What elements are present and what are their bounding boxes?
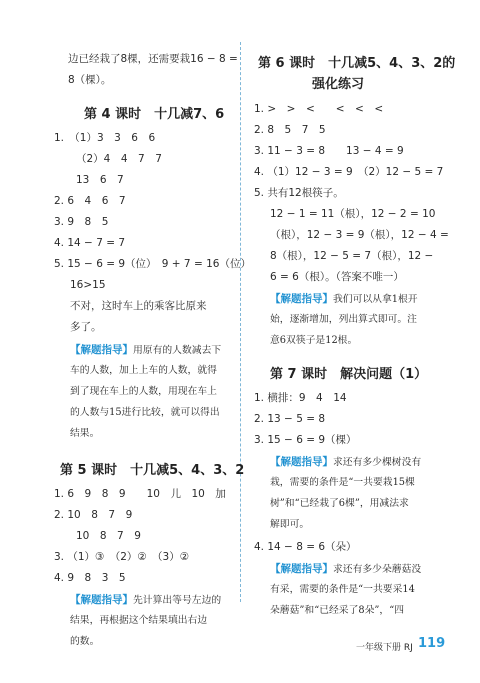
lesson6-item-5-line-4: 6 = 6（根）。（答案不唯一） bbox=[270, 271, 404, 283]
tip-tag: 【解题指导】 bbox=[270, 293, 333, 305]
lesson5-item-2: 2. 10 8 7 9 bbox=[54, 509, 133, 521]
tip-text: 用原有的人数减去下 bbox=[133, 345, 222, 356]
lesson4-item-4: 4. 14 − 7 = 7 bbox=[54, 237, 126, 249]
tip-text: 求还有多少棵树没有 bbox=[333, 457, 422, 468]
lesson7-item-4: 4. 14 − 8 = 6（朵） bbox=[254, 541, 357, 553]
lesson6-heading-line-2: 强化练习 bbox=[312, 77, 365, 92]
lesson5-item-4: 4. 9 8 3 5 bbox=[54, 572, 126, 584]
tip-text: 求还有多少朵蘑菇没 bbox=[333, 564, 422, 575]
lesson4-item-1a: 1. （1）3 3 6 6 bbox=[54, 132, 156, 144]
tip-text: 先计算出等号左边的 bbox=[133, 595, 222, 606]
lesson5-item-1: 1. 6 9 8 9 10 儿 10 加 bbox=[54, 488, 226, 500]
lesson6-item-5-line-1: 12 − 1 = 11（根），12 − 2 = 10 bbox=[270, 208, 436, 220]
tip-tag: 【解题指导】 bbox=[270, 563, 333, 575]
lesson4-item-2: 2. 6 4 6 7 bbox=[54, 195, 126, 207]
lesson4-item-1c: 13 6 7 bbox=[76, 174, 124, 186]
lesson5-tip-line-2: 结果，再根据这个结果填出右边 bbox=[70, 615, 208, 626]
lesson4-item-5-compare: 16>15 bbox=[70, 279, 106, 291]
column-divider bbox=[240, 42, 241, 602]
lesson6-item-5-line-3: 8（根），12 − 5 = 7（根），12 − bbox=[270, 250, 434, 262]
lesson4-item-3: 3. 9 8 5 bbox=[54, 216, 109, 228]
lesson7-tip-line-3: 树”和“已经栽了6棵”，用减法求 bbox=[270, 498, 409, 509]
lesson7-tip-line-4: 解即可。 bbox=[270, 519, 310, 530]
lesson7-item-3: 3. 15 − 6 = 9（棵） bbox=[254, 434, 357, 446]
lesson4-item-5-answer-cont: 多了。 bbox=[70, 321, 102, 333]
lesson6-item-5-line-2: （根），12 − 3 = 9（根），12 − 4 = bbox=[270, 229, 449, 241]
tip-tag: 【解题指导】 bbox=[70, 344, 133, 356]
lesson6-item-2: 2. 8 5 7 5 bbox=[254, 124, 326, 136]
lesson4-tip-line-3: 到了现在车上的人数，用现在车上 bbox=[70, 386, 217, 397]
lesson7-tip-line-2: 栽，需要的条件是“一共要栽15棵 bbox=[270, 477, 415, 488]
lesson7-item-2: 2. 13 − 5 = 8 bbox=[254, 413, 326, 425]
lesson4-tip-line-2: 车的人数，加上上车的人数，就得 bbox=[70, 365, 217, 376]
tip-tag: 【解题指导】 bbox=[70, 594, 133, 606]
continuation-line-1: 边已经栽了8棵，还需要栽16 − 8 = bbox=[68, 53, 238, 65]
lesson7-tip2-line-3: 朵蘑菇”和“已经采了8朵”，“四 bbox=[270, 605, 405, 616]
lesson5-tip-line-1 bbox=[70, 593, 221, 608]
lesson4-item-5: 5. 15 − 6 = 9（位） 9 + 7 = 16（位） bbox=[54, 258, 251, 270]
lesson6-tip-line-3: 意6双筷子是12根。 bbox=[270, 335, 358, 346]
lesson6-item-1: 1. > > < < < < bbox=[254, 103, 384, 115]
lesson6-item-3: 3. 11 − 3 = 8 13 − 4 = 9 bbox=[254, 145, 404, 157]
lesson4-item-5-answer: 不对，这时车上的乘客比原来 bbox=[70, 300, 207, 312]
lesson5-item-3: 3. （1）③ （2）② （3）② bbox=[54, 551, 190, 563]
lesson6-item-4: 4. （1）12 − 3 = 9 （2）12 − 5 = 7 bbox=[254, 166, 444, 178]
lesson6-tip-line-1 bbox=[270, 292, 418, 307]
lesson6-item-5: 5. 共有12根筷子。 bbox=[254, 187, 344, 199]
lesson7-item-1: 1. 横排：9 4 14 bbox=[254, 392, 347, 404]
lesson7-tip2-line-1 bbox=[270, 562, 421, 577]
lesson4-heading: 第 4 课时 十几减7、6 bbox=[84, 107, 225, 122]
lesson5-heading: 第 5 课时 十几减5、4、3、2 bbox=[60, 463, 245, 478]
tip-text: 我们可以从拿1根开 bbox=[333, 294, 418, 305]
lesson4-tip-line-1 bbox=[70, 343, 221, 358]
lesson7-heading: 第 7 课时 解决问题（1） bbox=[270, 367, 428, 382]
lesson4-item-1b: （2）4 4 7 7 bbox=[76, 153, 162, 165]
continuation-line-2: 8（棵）。 bbox=[68, 74, 112, 86]
lesson4-tip-line-4: 的人数与15进行比较，就可以得出 bbox=[70, 407, 220, 418]
lesson5-tip-line-3: 的数。 bbox=[70, 636, 100, 647]
tip-tag: 【解题指导】 bbox=[270, 456, 333, 468]
page-number: 119 bbox=[418, 636, 446, 651]
lesson5-item-2b: 10 8 7 9 bbox=[76, 530, 141, 542]
lesson7-tip-line-1 bbox=[270, 455, 421, 470]
lesson7-tip2-line-2: 有采，需要的条件是“一共要采14 bbox=[270, 584, 415, 595]
lesson6-heading-line-1: 第 6 课时 十几减5、4、3、2的 bbox=[258, 56, 456, 71]
lesson4-tip-line-5: 结果。 bbox=[70, 428, 100, 439]
footer-grade-label: 一年级下册 RJ bbox=[356, 643, 413, 653]
lesson6-tip-line-2: 始，逐渐增加，列出算式即可。注 bbox=[270, 314, 417, 325]
